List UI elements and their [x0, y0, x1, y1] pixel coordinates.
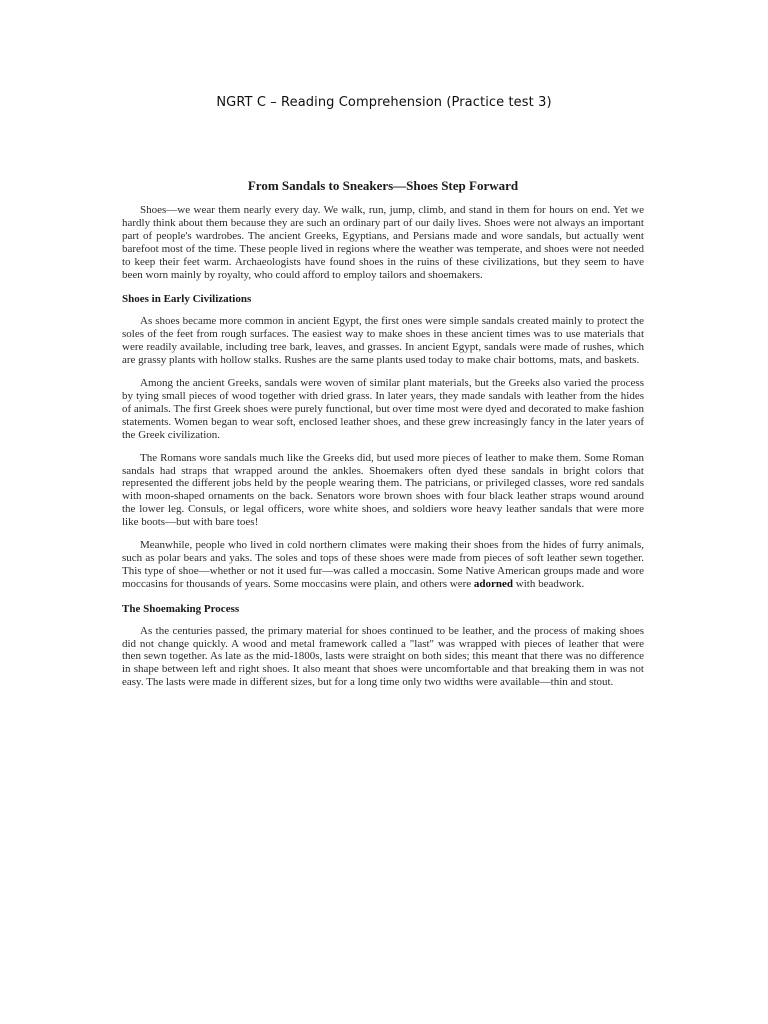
paragraph-romans: The Romans wore sandals much like the Greeks did, but used more pieces of leather to make them. Some Roman sandals had straps that wrapped around the ankles. Shoemakers often dyed these sandals in bright colors that represented the different jobs held by the people wearing them. The patricians, or privileged classes, wore red sandals with moon-shaped ornaments on the back. Senators wore brown shoes with four black leather straps wound around the lower leg. Consuls, or legal officers, wore white shoes, and soldiers wore heavy leather sandals that were more like boots—but with bare toes!: [122, 451, 644, 529]
paragraph-shoemaking: As the centuries passed, the primary material for shoes continued to be leather, and the process of making shoes did not change quickly. A wood and metal framework called a "last" was wrapped with pieces of leather that were then sewn together. As late as the mid-1800s, lasts were straight on both sides; this meant that there was no difference in shape between left and right shoes. It also meant that shoes were uncomfortable and that breaking them in was not easy. The lasts were made in different sizes, but for a long time only two widths were available—thin and stout.: [122, 624, 644, 689]
article: [122, 178, 644, 699]
section-heading-early-civilizations: Shoes in Early Civilizations: [122, 293, 252, 306]
paragraph-egypt: As shoes became more common in ancient Egypt, the first ones were simple sandals created mainly to protect the soles of the feet from rough surfaces. The easiest way to make shoes in these ancient times was to use materials that were readily available, including tree bark, leaves, and grasses. In ancient Egypt, sandals were made of rushes, which are grassy plants with hollow stalks. Rushes are the same plants used today to make chair bottoms, mats, and baskets.: [122, 315, 644, 367]
article-title: From Sandals to Sneakers—Shoes Step Forward: [247, 178, 519, 193]
moccasins-text-end: with beadwork.: [513, 577, 585, 590]
section-heading-shoemaking-process: The Shoemaking Process: [122, 602, 240, 615]
paragraph-moccasins: [122, 539, 644, 591]
paragraph-greeks: Among the ancient Greeks, sandals were woven of similar plant materials, but the Greeks also varied the process by tying small pieces of wood together with dried grass. In later years, they made sandals with leather from the hides of animals. The first Greek shoes were purely functional, but over time most were dyed and decorated to make fashion statements. Women began to wear soft, enclosed leather shoes, and these grew increasingly fancy in the later years of the Greek civilization.: [122, 377, 644, 441]
document-header: NGRT C – Reading Comprehension (Practice test 3): [216, 95, 552, 110]
intro-paragraph: Shoes—we wear them nearly every day. We walk, run, jump, climb, and stand in them for hours on end. Yet we hardly think about them because they are such an ordinary part of our daily lives. Shoes were not always an important part of people's wardrobes. The ancient Greeks, Egyptians, and Persians made and wore sandals, but actually went barefoot most of the time. These people lived in regions where the weather was temperate, and shoes were not needed to keep their feet warm. Archaeologists have found shoes in the ruins of these civilizations, but they seem to have been worn mainly by royalty, who could afford to employ tailors and shoemakers.: [122, 204, 644, 281]
bold-word-adorned: adorned: [473, 577, 514, 590]
moccasins-text-start: Meanwhile, people who lived in cold northern climates were making their shoes from the hides of furry animals, such as polar bears and yaks. The soles and tops of these shoes were made from pieces of soft leather sewn together. This type of shoe—whether or not it used fur—was called a moccasin. Some Native American groups made and wore moccasins for thousands of years. Some moccasins were plain, and others were: [122, 539, 644, 590]
